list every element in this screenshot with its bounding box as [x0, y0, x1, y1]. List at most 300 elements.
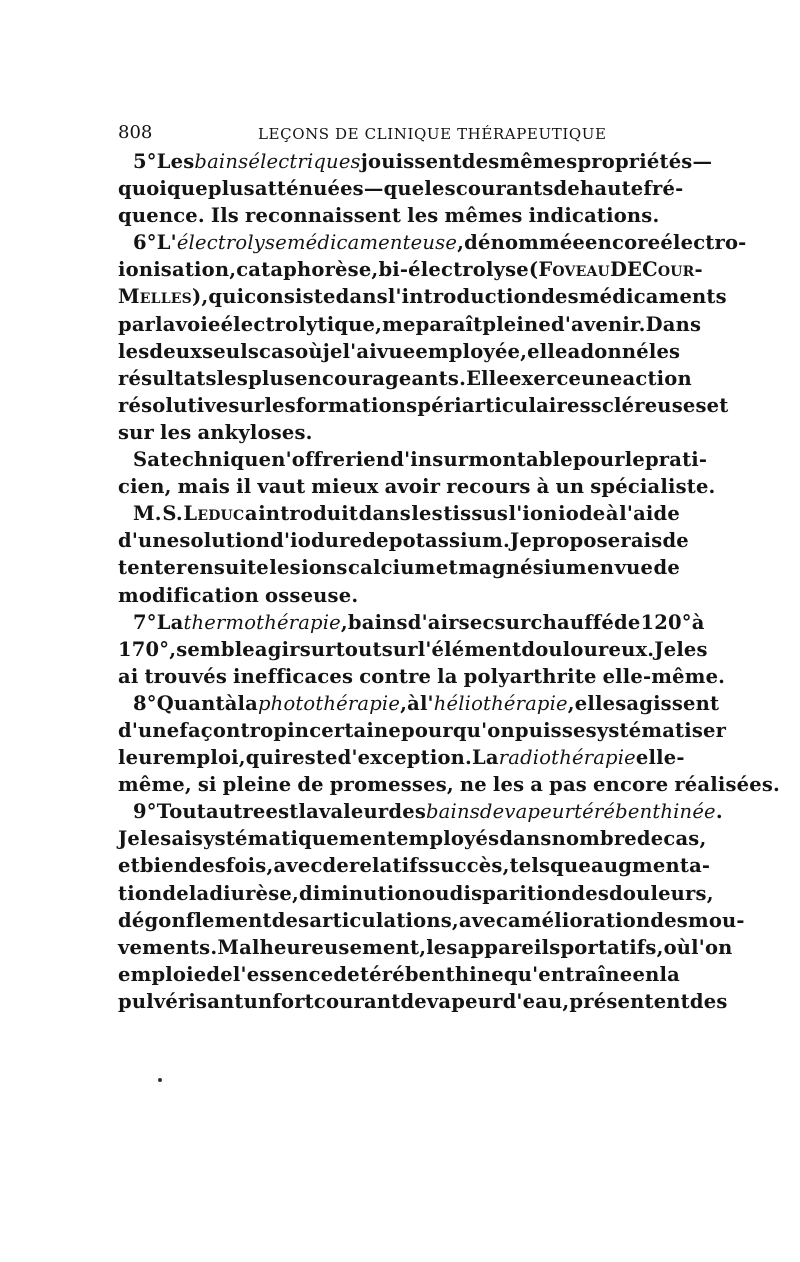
word: des [541, 285, 579, 309]
word: cas [259, 339, 296, 363]
word: fois, [225, 854, 274, 878]
text-line [118, 311, 702, 338]
word: employée, [415, 339, 528, 363]
word: valeur [318, 800, 389, 824]
word: 6° [133, 231, 157, 255]
word: spécialiste. [590, 475, 716, 499]
word: ensuite [186, 556, 269, 580]
word: semble [176, 637, 255, 661]
word: atténuées [254, 177, 364, 201]
word: de [636, 827, 664, 851]
word: systématiser [585, 718, 727, 742]
word: encourageants. [295, 366, 467, 390]
word: diminution [299, 881, 423, 905]
word: que [550, 854, 591, 878]
word: L'électrolyse [156, 231, 287, 255]
word: pour [400, 718, 453, 742]
word: la [437, 664, 458, 688]
text-line [118, 256, 703, 283]
word: La [156, 610, 184, 634]
word: exerce [508, 366, 582, 390]
word: inefficaces [233, 664, 354, 688]
word: scléreuses [590, 393, 707, 417]
word: d'exception. [337, 746, 473, 770]
word: de [614, 610, 641, 634]
text-line [118, 934, 733, 961]
word: elles [574, 691, 627, 715]
word: les [160, 420, 192, 444]
word: Dans [645, 312, 702, 336]
word: elle [527, 339, 568, 363]
word: articulations, [309, 908, 459, 932]
word: osseuse. [265, 583, 359, 607]
word: où [663, 935, 692, 959]
word: quence. [118, 204, 205, 228]
word: vements. [118, 935, 218, 959]
word: cas, [663, 827, 707, 851]
word: térébenthine [359, 962, 504, 986]
word: jouissent [360, 150, 462, 173]
word: potassium. [388, 529, 510, 553]
word: de [362, 529, 389, 553]
word: M. [133, 502, 162, 526]
word: mieux [311, 475, 379, 499]
page-number: 808 [118, 122, 153, 143]
word: douleurs, [609, 881, 714, 905]
word: reconnaissent [244, 204, 402, 228]
word: trop [240, 718, 288, 742]
word: qu'on [452, 718, 515, 742]
word: et [435, 556, 458, 580]
word: pulvérisant [118, 989, 244, 1013]
word: le [624, 448, 645, 472]
word: amélioration [507, 908, 651, 932]
word: diurèse, [209, 881, 299, 905]
word: dans [358, 502, 411, 526]
word: les [411, 502, 443, 526]
word: les [424, 177, 456, 201]
word: résultats [118, 366, 217, 390]
word: d'avenir. [551, 312, 646, 336]
word: en [587, 556, 615, 580]
word: qu'entraîne [503, 962, 633, 986]
word: l'on [691, 935, 733, 959]
word: un [243, 989, 273, 1013]
word: Cour- [642, 258, 703, 282]
word: polyarthrite [463, 664, 597, 688]
word: vaut [257, 475, 306, 499]
word: pas [549, 773, 587, 797]
word: nombre [551, 827, 637, 851]
word: bi-électrolyse [378, 258, 529, 282]
word: si [197, 773, 217, 797]
word: a [530, 773, 544, 797]
word: tion [118, 881, 163, 905]
word: trouvés [144, 664, 228, 688]
word: l'élément [417, 637, 522, 661]
word: puisse [514, 718, 586, 742]
word: prati- [644, 448, 708, 472]
word: Leduc [183, 502, 245, 526]
word: 5° [133, 150, 157, 173]
word: en [632, 962, 660, 986]
word: térébenthinée. [574, 800, 723, 824]
word: voie [175, 312, 221, 336]
word: deux [149, 339, 203, 363]
word: La [472, 746, 499, 770]
word: Je [118, 827, 141, 851]
word: dégonflement [118, 908, 272, 932]
word: autre [205, 800, 266, 824]
word: il [236, 475, 252, 499]
word: 9° [133, 800, 157, 824]
word: de [333, 962, 360, 986]
word: agissent [626, 691, 720, 715]
word: une [581, 366, 623, 390]
word: courant [313, 989, 401, 1013]
word: promesses, [329, 773, 454, 797]
word: des [188, 854, 226, 878]
word: photothérapie, [258, 691, 408, 715]
word: à [691, 610, 705, 634]
word: qui [245, 746, 282, 770]
word: ionisation, [118, 258, 237, 282]
word: tels [509, 854, 551, 878]
word: n'offre [271, 448, 346, 472]
word: mêmes [499, 150, 578, 173]
text-line [118, 473, 716, 500]
word: employés [395, 827, 500, 851]
word: bains [347, 610, 408, 634]
word: S. [162, 502, 183, 526]
word: pleine [482, 312, 552, 336]
word: leur [118, 746, 164, 770]
word: haute [580, 177, 644, 201]
word: me [382, 312, 416, 336]
word: des [388, 800, 426, 824]
word: où [295, 339, 323, 363]
word: je [322, 339, 343, 363]
word: de [662, 529, 689, 553]
word: ions [301, 556, 348, 580]
word: Malheureusement, [217, 935, 427, 959]
word: modification [118, 583, 259, 607]
word: dans [499, 827, 552, 851]
word: la [298, 800, 319, 824]
word: ou [422, 881, 450, 905]
word: des [461, 150, 500, 173]
word: solution [179, 529, 271, 553]
word: encore [585, 231, 661, 255]
word: réalisées. [674, 773, 781, 797]
word: même, [118, 773, 192, 797]
word: et [118, 854, 140, 878]
word: l'essence [232, 962, 334, 986]
word: d'insurmontable [390, 448, 573, 472]
word: magnésium [458, 556, 587, 580]
word: agir [254, 637, 300, 661]
text-line [118, 798, 723, 825]
word: qui [208, 285, 245, 309]
word: mais [177, 475, 231, 499]
word: paraît [415, 312, 483, 336]
word: la [155, 312, 176, 336]
word: a [244, 502, 258, 526]
text-line [118, 582, 680, 609]
word: médicamenteuse, [286, 231, 465, 255]
text-line [118, 419, 680, 446]
word: électrolytique, [220, 312, 383, 336]
word: 170°, [118, 637, 177, 661]
word: introduit [258, 502, 359, 526]
word: bains [194, 150, 249, 173]
word: a [567, 339, 581, 363]
text-line [118, 961, 680, 988]
word: quoique [118, 177, 208, 201]
text-line [118, 338, 680, 365]
word: plus [207, 177, 255, 201]
word: la [237, 691, 258, 715]
word: dénommée [464, 231, 586, 255]
word: à [605, 502, 619, 526]
text-line [118, 175, 684, 202]
word: emploie [118, 962, 207, 986]
word: médicaments [578, 285, 727, 309]
word: donné [580, 339, 649, 363]
text-line [118, 229, 747, 256]
word: d'iodure [270, 529, 363, 553]
word: des [271, 908, 310, 932]
word: Tout [156, 800, 206, 824]
word: de [653, 556, 680, 580]
word: tenter [118, 556, 187, 580]
text-line [118, 744, 685, 771]
word: d'air [407, 610, 459, 634]
word: ankyloses. [197, 420, 313, 444]
word: vapeur [426, 989, 503, 1013]
word: vapeur [504, 800, 575, 824]
word: elle- [635, 746, 685, 770]
book-page [118, 118, 781, 1015]
text-line [118, 554, 680, 581]
word: Sa [133, 448, 161, 472]
word: avec [273, 854, 323, 878]
word: vue [376, 339, 416, 363]
word: résolutive [118, 393, 229, 417]
text-line [118, 202, 680, 229]
word: — [692, 150, 713, 173]
word: Ils [210, 204, 239, 228]
word: avoir [384, 475, 441, 499]
word: technique [160, 448, 272, 472]
word: succès, [429, 854, 510, 878]
text-line [118, 392, 729, 419]
word: pour [572, 448, 625, 472]
word: calcium [348, 556, 436, 580]
word: de [297, 773, 324, 797]
word: les [492, 773, 525, 797]
word: rien [345, 448, 391, 472]
word: incertaine [287, 718, 401, 742]
word: Je [654, 637, 677, 661]
word: mêmes [444, 204, 523, 228]
text-line [118, 852, 711, 879]
word: 120° [640, 610, 692, 634]
word: action [622, 366, 692, 390]
word: appareils [457, 935, 561, 959]
word: des [571, 881, 610, 905]
word: formations [295, 393, 418, 417]
text-line [118, 446, 708, 473]
word: la [188, 881, 210, 905]
word: 8° [133, 691, 157, 715]
word: fort [272, 989, 314, 1013]
page-header [118, 118, 680, 148]
text-line [118, 636, 708, 663]
text-line [118, 988, 728, 1015]
word: surchauffé [494, 610, 615, 634]
word: de [206, 962, 233, 986]
word: périarticulaires [417, 393, 591, 417]
text-line [118, 663, 726, 690]
word: l'ion [508, 502, 558, 526]
word: à [536, 475, 550, 499]
text-line [118, 527, 689, 554]
word: tissus [443, 502, 509, 526]
word: de [322, 854, 349, 878]
text-line [118, 283, 727, 310]
word: de [553, 177, 580, 201]
word: présentent [569, 989, 690, 1013]
text-line [118, 365, 692, 392]
running-title: LEÇONS DE CLINIQUE THÉRAPEUTIQUE [258, 125, 607, 143]
text-line [118, 500, 680, 527]
word: d'une [118, 529, 180, 553]
word: contre [359, 664, 432, 688]
word: bains [426, 800, 480, 824]
word: l'héliothérapie, [419, 691, 575, 715]
text-line [118, 907, 745, 934]
word: fré- [643, 177, 684, 201]
word: thermothérapie, [183, 610, 348, 634]
word: des [689, 989, 728, 1013]
word: les [407, 204, 439, 228]
word: Quant [156, 691, 225, 715]
word: l'ai [342, 339, 377, 363]
word: ne [459, 773, 487, 797]
word: sec [458, 610, 495, 634]
word: cien, [118, 475, 172, 499]
word: les [648, 339, 681, 363]
word: ai [118, 664, 139, 688]
word: Elle [466, 366, 509, 390]
text-line [118, 148, 713, 175]
word: à [407, 691, 420, 715]
word: proposerais [532, 529, 663, 553]
word: électriques [248, 150, 361, 173]
text-line [118, 690, 720, 717]
word: pleine [222, 773, 292, 797]
word: façon [179, 718, 241, 742]
word: est [265, 800, 299, 824]
word: vue [614, 556, 654, 580]
word: les [216, 366, 249, 390]
word: électro- [660, 231, 747, 255]
word: sur [381, 637, 418, 661]
word: les [264, 393, 296, 417]
word: Je [509, 529, 533, 553]
word: de [479, 800, 505, 824]
word: radiothérapie [498, 746, 636, 770]
word: DE [609, 258, 643, 282]
text-line [118, 771, 781, 798]
word: seuls [202, 339, 260, 363]
word: l'aide [619, 502, 680, 526]
word: Melles), [118, 285, 209, 309]
word: disparition [449, 881, 572, 905]
word: sur [118, 420, 155, 444]
word: d'eau, [502, 989, 570, 1013]
word: à [224, 691, 238, 715]
text-line [118, 717, 727, 744]
word: emploi, [163, 746, 246, 770]
word: que [383, 177, 425, 201]
word: de [400, 989, 427, 1013]
word: surtout [299, 637, 382, 661]
word: — [363, 177, 384, 201]
word: les [426, 935, 458, 959]
word: systématiquement [191, 827, 396, 851]
word: augmenta- [591, 854, 711, 878]
word: l'introduction [387, 285, 542, 309]
word: sur [228, 393, 265, 417]
word: par [118, 312, 156, 336]
word: mou- [687, 908, 745, 932]
word: portatifs, [560, 935, 664, 959]
word: les [269, 556, 301, 580]
word: la [659, 962, 680, 986]
word: relatifs [348, 854, 430, 878]
word: les [676, 637, 708, 661]
word: elle-même. [602, 664, 726, 688]
word: reste [281, 746, 338, 770]
word: indications. [528, 204, 660, 228]
word: iode [558, 502, 606, 526]
word: bien [139, 854, 189, 878]
word: avec [458, 908, 508, 932]
word: recours [446, 475, 531, 499]
word: les [140, 827, 172, 851]
word: (Foveau [528, 258, 610, 282]
word: dans [335, 285, 388, 309]
word: les [118, 339, 150, 363]
text-line [118, 825, 707, 852]
word: d'une [118, 718, 180, 742]
word: un [555, 475, 585, 499]
word: courants [455, 177, 554, 201]
word: et [706, 393, 729, 417]
word: propriétés [577, 150, 693, 173]
word: 7° [133, 610, 157, 634]
body-text [118, 148, 781, 1015]
ink-speck [158, 1078, 162, 1082]
text-line [118, 609, 705, 636]
word: cataphorèse, [236, 258, 379, 282]
text-line [118, 880, 714, 907]
word: Les [156, 150, 195, 173]
word: consiste [244, 285, 336, 309]
word: de [162, 881, 189, 905]
